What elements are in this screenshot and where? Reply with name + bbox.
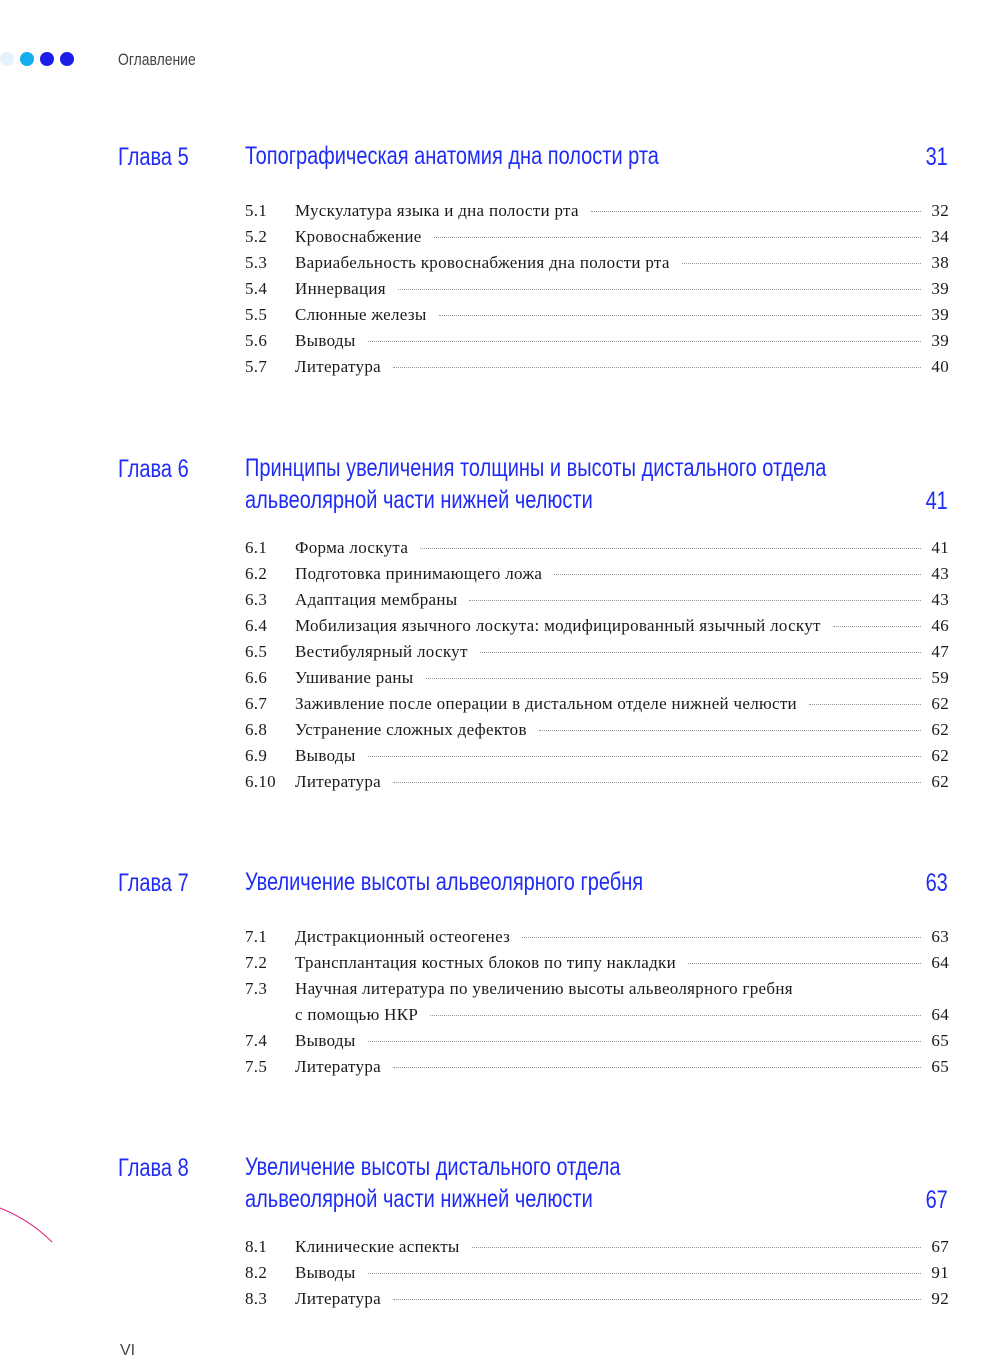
entry-title: Литература [295, 357, 381, 376]
entry-number: 5.3 [245, 253, 268, 272]
entry-page: 43 [931, 590, 949, 609]
chapter-title-line: Принципы увеличения толщины и высоты дистального отдела [245, 454, 827, 482]
dot-leader [426, 678, 921, 679]
entry-number: 6.8 [245, 720, 268, 739]
chapter-title [245, 866, 643, 898]
entry-page: 62 [931, 772, 949, 791]
dot-leader [398, 289, 921, 290]
dot-leader [368, 341, 921, 342]
entry-title: Заживление после операции в дистальном отделе нижней челюсти [295, 694, 797, 713]
chapter-title-line: Увеличение высоты дистального отдела [245, 1153, 621, 1181]
entry-page: 47 [931, 642, 949, 661]
dot-leader [480, 652, 921, 653]
entry-title: Слюнные железы [295, 305, 427, 324]
toc-entry[interactable] [245, 1263, 949, 1289]
toc-entry[interactable] [245, 564, 949, 590]
entry-number: 5.5 [245, 305, 268, 324]
toc-entry[interactable] [245, 305, 949, 331]
entry-page: 64 [931, 1005, 949, 1024]
entry-page: 62 [931, 694, 949, 713]
toc-entry[interactable] [245, 668, 949, 694]
entry-page: 34 [931, 227, 949, 246]
entry-title: Дистракционный остеогенез [295, 927, 511, 946]
dot-icon [40, 52, 54, 66]
dot-leader [368, 1041, 921, 1042]
dot-leader [434, 237, 921, 238]
entry-title: Подготовка принимающего ложа [295, 564, 543, 583]
entry-title: Трансплантация костных блоков по типу накладки [295, 953, 677, 972]
entry-title: Литература [295, 1057, 381, 1076]
dot-leader [522, 937, 921, 938]
dot-leader [420, 548, 921, 549]
toc-entry[interactable] [245, 331, 949, 357]
entry-page: 65 [931, 1031, 949, 1050]
toc-entry[interactable] [245, 642, 949, 668]
chapter-entries [245, 927, 949, 1083]
dot-leader [591, 211, 921, 212]
dot-leader [368, 756, 921, 757]
entry-number: 6.4 [245, 616, 268, 635]
entry-number: 5.1 [245, 201, 268, 220]
toc-entry-continuation[interactable] [245, 1005, 949, 1031]
entry-number: 5.6 [245, 331, 268, 350]
entry-title: Выводы [295, 746, 356, 765]
chapter-page[interactable]: 41 [925, 487, 948, 515]
entry-title: Литература [295, 1289, 381, 1308]
dot-icon [60, 52, 74, 66]
entry-page: 32 [931, 201, 949, 220]
entry-number: 6.5 [245, 642, 268, 661]
entry-page: 40 [931, 357, 949, 376]
entry-number: 7.5 [245, 1057, 268, 1076]
dot-leader [368, 1273, 921, 1274]
entry-page: 67 [931, 1237, 949, 1256]
dot-icon [20, 52, 34, 66]
entry-title: Вестибулярный лоскут [295, 642, 468, 661]
entry-number: 5.4 [245, 279, 268, 298]
toc-entry[interactable] [245, 253, 949, 279]
chapter-title-line: Увеличение высоты альвеолярного гребня [245, 868, 644, 896]
page-number: VI [120, 1342, 136, 1359]
dot-leader [688, 963, 921, 964]
toc-entry[interactable] [245, 357, 949, 383]
toc-entry[interactable] [245, 772, 949, 798]
entry-title: Мобилизация язычного лоскута: модифицированный язычный лоскут [295, 616, 821, 635]
entry-title: Устранение сложных дефектов [295, 720, 527, 739]
toc-entry[interactable] [245, 979, 949, 1005]
entry-number: 6.1 [245, 538, 268, 557]
toc-entry[interactable] [245, 746, 949, 772]
chapter-title-line: Топографическая анатомия дна полости рта [245, 142, 659, 170]
dot-leader [472, 1247, 921, 1248]
toc-entry[interactable] [245, 279, 949, 305]
chapter-entries [245, 538, 949, 798]
toc-entry[interactable] [245, 694, 949, 720]
chapter-page[interactable]: 67 [925, 1186, 948, 1214]
chapter-page[interactable]: 63 [925, 869, 948, 897]
entry-page: 62 [931, 720, 949, 739]
entry-page: 43 [931, 564, 949, 583]
entry-title: Клинические аспекты [295, 1237, 460, 1256]
entry-page: 39 [931, 279, 949, 298]
dot-leader [393, 1299, 921, 1300]
entry-title: Литература [295, 772, 381, 791]
entry-number: 7.2 [245, 953, 268, 972]
chapter-title-line: альвеолярной части нижней челюсти [245, 1185, 593, 1213]
toc-entry[interactable] [245, 1289, 949, 1315]
chapter-label: Глава 7 [118, 869, 189, 897]
entry-number: 7.3 [245, 979, 268, 998]
dot-leader [809, 704, 921, 705]
toc-entry[interactable] [245, 1057, 949, 1083]
running-title: Оглавление [118, 50, 196, 69]
toc-entry[interactable] [245, 590, 949, 616]
entry-page: 41 [931, 538, 949, 557]
entry-page: 62 [931, 746, 949, 765]
chapter-title [245, 1151, 621, 1215]
entry-title: Форма лоскута [295, 538, 409, 557]
entry-page: 64 [931, 953, 949, 972]
entry-title: Мускулатура языка и дна полости рта [295, 201, 579, 220]
chapter-entries [245, 201, 949, 383]
chapter-page[interactable]: 31 [925, 143, 948, 171]
toc-entry[interactable] [245, 1237, 949, 1263]
entry-title: Ушивание раны [295, 668, 414, 687]
dot-leader [393, 782, 921, 783]
entry-number: 8.1 [245, 1237, 268, 1256]
entry-number: 6.2 [245, 564, 268, 583]
entry-number: 6.6 [245, 668, 268, 687]
dot-leader [469, 600, 921, 601]
entry-number: 8.3 [245, 1289, 268, 1308]
entry-number: 6.9 [245, 746, 268, 765]
toc-entry[interactable] [245, 927, 949, 953]
entry-page: 92 [931, 1289, 949, 1308]
entry-page: 59 [931, 668, 949, 687]
decorative-dots [0, 52, 74, 66]
toc-entry[interactable] [245, 720, 949, 746]
chapter-entries [245, 1237, 949, 1315]
entry-number: 7.4 [245, 1031, 268, 1050]
entry-number: 6.3 [245, 590, 268, 609]
toc-entry[interactable] [245, 227, 949, 253]
entry-number: 6.7 [245, 694, 268, 713]
entry-number: 6.10 [245, 772, 276, 791]
dot-leader [833, 626, 921, 627]
entry-page: 91 [931, 1263, 949, 1282]
entry-title: Выводы [295, 331, 356, 350]
entry-number: 8.2 [245, 1263, 268, 1282]
toc-entry[interactable] [245, 201, 949, 227]
pen-mark [0, 1200, 60, 1250]
entry-title: Вариабельность кровоснабжения дна полости рта [295, 253, 670, 272]
dot-icon [0, 52, 14, 66]
dot-leader [393, 1067, 921, 1068]
entry-title: Научная литература по увеличению высоты альвеолярного гребня [295, 979, 793, 998]
entry-title: Выводы [295, 1031, 356, 1050]
dot-leader [682, 263, 921, 264]
entry-title: Иннервация [295, 279, 386, 298]
entry-page: 39 [931, 331, 949, 350]
entry-page: 39 [931, 305, 949, 324]
entry-title-cont: с помощью НКР [295, 1005, 419, 1024]
entry-number: 5.7 [245, 357, 268, 376]
entry-page: 65 [931, 1057, 949, 1076]
entry-page: 38 [931, 253, 949, 272]
chapter-title [245, 452, 826, 516]
toc-entry[interactable] [245, 538, 949, 564]
entry-number: 5.2 [245, 227, 268, 246]
entry-page: 46 [931, 616, 949, 635]
entry-title: Кровоснабжение [295, 227, 422, 246]
dot-leader [430, 1015, 921, 1016]
dot-leader [554, 574, 921, 575]
chapter-label: Глава 5 [118, 143, 189, 171]
dot-leader [393, 367, 921, 368]
entry-title: Адаптация мембраны [295, 590, 458, 609]
toc-entry[interactable] [245, 616, 949, 642]
entry-number: 7.1 [245, 927, 268, 946]
chapter-title-line: альвеолярной части нижней челюсти [245, 486, 593, 514]
dot-leader [539, 730, 921, 731]
toc-entry[interactable] [245, 953, 949, 979]
entry-page: 63 [931, 927, 949, 946]
dot-leader [439, 315, 921, 316]
toc-entry[interactable] [245, 1031, 949, 1057]
entry-title: Выводы [295, 1263, 356, 1282]
chapter-label: Глава 8 [118, 1154, 189, 1182]
chapter-title [245, 140, 659, 172]
chapter-label: Глава 6 [118, 455, 189, 483]
